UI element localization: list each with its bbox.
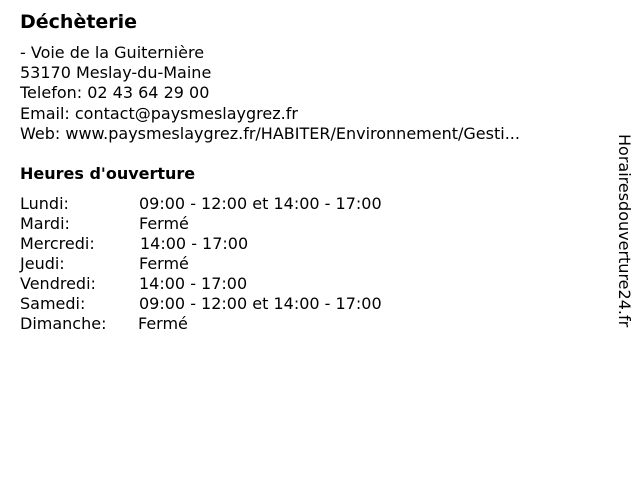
email-line: Email: contact@paysmeslaygrez.fr (20, 103, 298, 123)
day-label: Mardi: (20, 214, 70, 233)
day-label: Jeudi: (20, 254, 65, 273)
site-watermark (612, 134, 636, 374)
hours-row-friday (20, 274, 540, 294)
address-city: 53170 Meslay-du-Maine (20, 63, 212, 83)
day-label: Samedi: (20, 294, 86, 313)
opening-hours-table (20, 194, 540, 334)
opening-hours-heading: Heures d'ouverture (20, 164, 196, 183)
contact-block (20, 43, 520, 144)
day-hours: Fermé (138, 314, 188, 333)
day-label: Lundi: (20, 194, 69, 213)
hours-row-monday (20, 194, 540, 214)
day-label: Vendredi: (20, 274, 96, 293)
day-label: Mercredi: (20, 234, 95, 253)
hours-row-thursday (20, 254, 540, 274)
day-hours: 09:00 - 12:00 et 14:00 - 17:00 (139, 294, 382, 313)
hours-row-sunday (20, 314, 540, 334)
hours-row-wednesday (20, 234, 540, 254)
address-street: - Voie de la Guiternière (20, 43, 205, 62)
day-hours: 09:00 - 12:00 et 14:00 - 17:00 (139, 194, 382, 213)
day-label: Dimanche: (20, 314, 107, 333)
business-name: Déchèterie (20, 11, 138, 33)
day-hours: Fermé (139, 254, 189, 273)
web-line: Web: www.paysmeslaygrez.fr/HABITER/Environnement/Gesti... (20, 123, 520, 143)
hours-row-tuesday (20, 214, 540, 234)
day-hours: Fermé (139, 214, 189, 233)
day-hours: 14:00 - 17:00 (139, 274, 248, 293)
day-hours: 14:00 - 17:00 (140, 234, 249, 253)
phone-line: Telefon: 02 43 64 29 00 (20, 83, 210, 103)
site-watermark-text: Horairesdouverture24.fr (615, 134, 634, 328)
hours-row-saturday (20, 294, 540, 314)
